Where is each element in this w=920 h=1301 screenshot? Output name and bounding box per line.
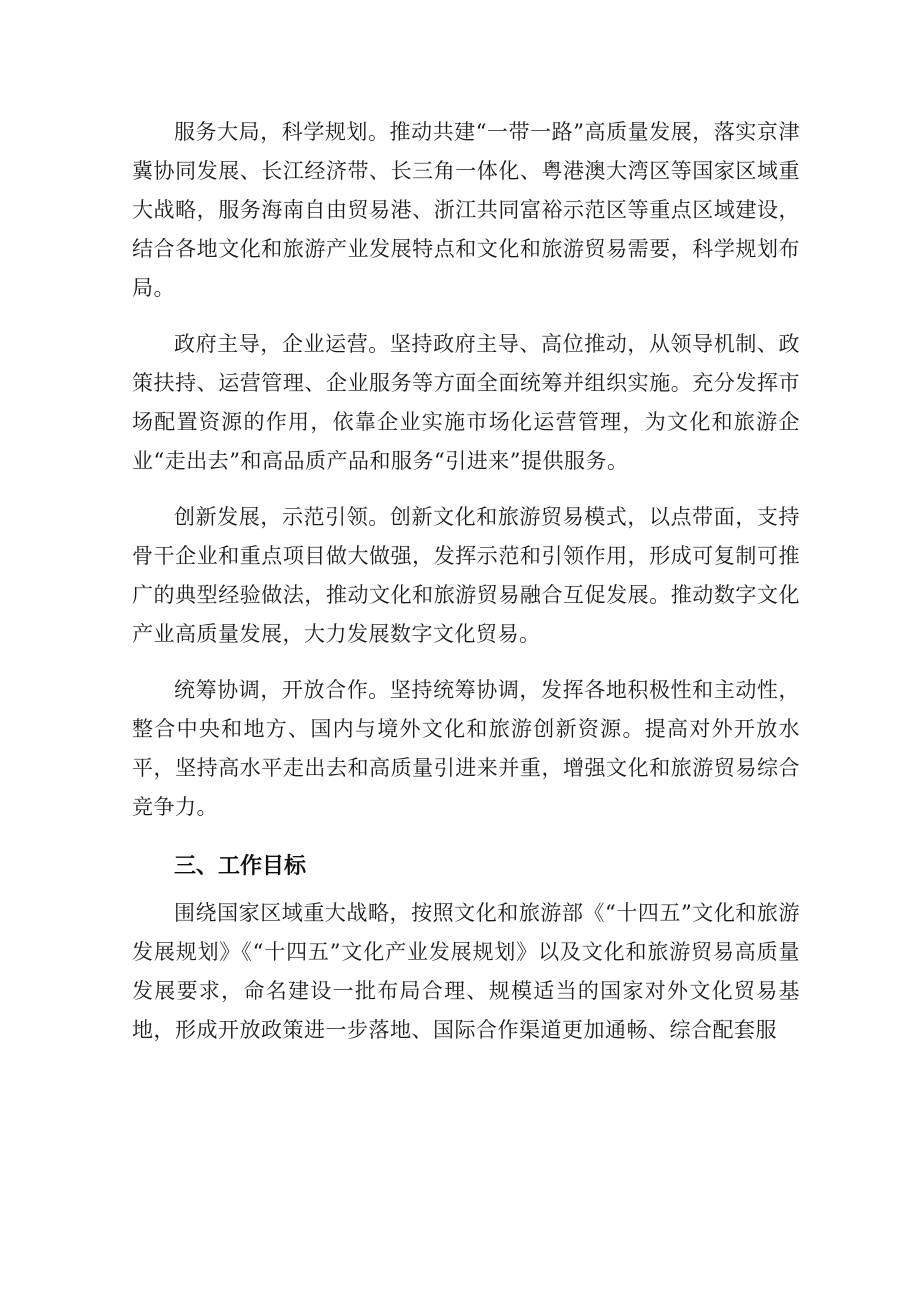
section-heading-work-goals: 三、工作目标 [174,854,307,879]
paragraph-innovation-demonstration: 创新发展，示范引领。创新文化和旅游贸易模式，以点带面，支持骨干企业和重点项目做大做强，发挥示范和引领作用，形成可复制可推广的典型经验做法，推动文化和旅游贸易融合互促发展。推动数字文化产业高质量发展，大力发展数字文化贸易。 [132,505,800,646]
paragraph-service-planning: 服务大局，科学规划。推动共建“一带一路”高质量发展，落实京津冀协同发展、长江经济带、长三角一体化、粤港澳大湾区等国家区域重大战略，服务海南自由贸易港、浙江共同富裕示范区等重点区域建设，结合各地文化和旅游产业发展特点和文化和旅游贸易需要，科学规划布局。 [132,120,800,300]
document-body [132,113,800,1067]
paragraph-government-enterprise: 政府主导，企业运营。坚持政府主导、高位推动，从领导机制、政策扶持、运营管理、企业服务等方面全面统筹并组织实施。充分发挥市场配置资源的作用，依靠企业实施市场化运营管理，为文化和旅游企业“走出去”和高品质产品和服务“引进来”提供服务。 [132,332,800,473]
paragraph-coordination-cooperation: 统筹协调，开放合作。坚持统筹协调，发挥各地积极性和主动性，整合中央和地方、国内与境外文化和旅游创新资源。提高对外开放水平，坚持高水平走出去和高质量引进来并重，增强文化和旅游贸易综合竞争力。 [132,678,800,819]
paragraph-work-goals: 围绕国家区域重大战略，按照文化和旅游部《“十四五”文化和旅游发展规划》《“十四五”文化产业发展规划》以及文化和旅游贸易高质量发展要求，命名建设一批布局合理、规模适当的国家对外文化贸易基地，形成开放政策进一步落地、国际合作渠道更加通畅、综合配套服 [132,901,800,1042]
